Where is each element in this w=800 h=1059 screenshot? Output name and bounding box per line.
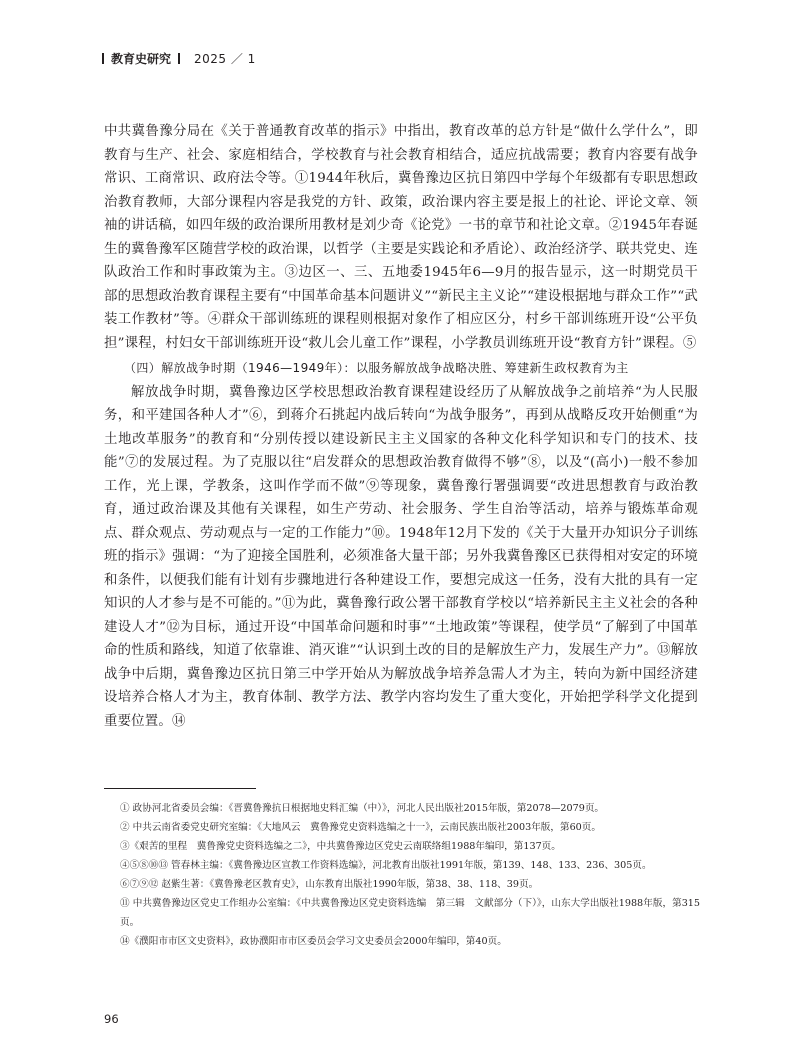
- footnote: ③《艰苦的里程 冀鲁豫党史资料选编之二》，中共冀鲁豫边区党史云南联络组1988年编印，第137页。: [120, 841, 561, 852]
- journal-title: 教育史研究: [111, 52, 172, 66]
- footnote: ① 政协河北省委员会编：《晋冀鲁豫抗日根据地史料汇编（中）》，河北人民出版社2015年版，第2078—2079页。: [120, 803, 605, 814]
- header-divider-bar: [102, 53, 104, 64]
- footnotes: [104, 799, 700, 951]
- footnote-divider: [104, 788, 256, 789]
- running-head: [102, 50, 256, 67]
- page-number: 96: [104, 1012, 119, 1026]
- footnote: ④⑤⑧⑩⑬ 管春林主编：《冀鲁豫边区宣教工作资料选编》，河北教育出版社1991年版，第139、148、133、236、305页。: [120, 860, 652, 871]
- footnote: ⑪ 中共冀鲁豫边区党史工作组办公室编：《中共冀鲁豫边区党史资料选编 第三辑 文献部分（下）》，山东大学出版社1988年版，第315页。: [120, 898, 700, 928]
- header-divider-bar: [178, 53, 180, 64]
- article-body: [104, 120, 698, 733]
- section-heading: （四）解放战争时期（1946—1949年）：以服务解放战争战略决胜、筹建新生政权教育为主: [124, 361, 629, 375]
- issue-number: 2025 ／ 1: [194, 52, 256, 66]
- footnote: ② 中共云南省委党史研究室编：《大地风云 冀鲁豫党史资料选编之十一》，云南民族出版社2003年版，第60页。: [120, 822, 601, 833]
- body-paragraph: 解放战争时期，冀鲁豫边区学校思想政治教育课程建设经历了从解放战争之前培养“为人民服务，和平建国各种人才”⑥，到蒋介石挑起内战后转向“为战争服务”，再到从战略反攻开始侧重“为土地改革服务”的教育和“分别传授以建设新民主主义国家的各种文化科学知识和专门的技术、技能”⑦的发展过程。为了克服以往“启发群众的思想政治教育做得不够”⑧，以及“(高小)一般不参加工作，光上课，学教条，这叫作学而不做”⑨等现象，冀鲁豫行署强调要“改进思想教育与政治教育，通过政治课及其他有关课程，如生产劳动、社会服务、学生自治等活动，培养与锻炼革命观点、群众观点、劳动观点与一定的工作能力”⑩。1948年12月下发的《关于大量开办知识分子训练班的指示》强调：“为了迎接全国胜利，必须准备大量干部；另外我冀鲁豫区已获得相对安定的环境和条件，以便我们能有计划有步骤地进行各种建设工作，要想完成这一任务，没有大批的具有一定知识的人才参与是不可能的。”⑪为此，冀鲁豫行政公署干部教育学校以“培养新民主主义社会的各种建设人才”⑫为目标，通过开设“中国革命问题和时事”“土地政策”等课程，使学员“了解到了中国革命的性质和路线，知道了依靠谁、消灭谁”“认识到土改的目的是解放生产力，发展生产力”。⑬解放战争中后期，冀鲁豫边区抗日第三中学开始从为解放战争培养急需人才为主，转向为新中国经济建设培养合格人才为主，教育体制、教学方法、教学内容均发生了重大变化，开始把学科学文化提到重要位置。⑭: [104, 384, 698, 729]
- body-paragraph: 中共冀鲁豫分局在《关于普通教育改革的指示》中指出，教育改革的总方针是“做什么学什么”，即教育与生产、社会、家庭相结合，学校教育与社会教育相结合，适应抗战需要；教育内容要有战争常识、工商常识、政府法令等。①1944年秋后，冀鲁豫边区抗日第四中学每个年级都有专职思想政治教育教师，大部分课程内容是我党的方针、政策，政治课内容主要是报上的社论、评论文章、领袖的讲话稿，如四年级的政治课所用教材是刘少奇《论党》一书的章节和社论文章。②1945年春诞生的冀鲁豫军区随营学校的政治课，以哲学（主要是实践论和矛盾论）、政治经济学、联共党史、连队政治工作和时事政策为主。③边区一、三、五地委1945年6—9月的报告显示，这一时期党员干部的思想政治教育课程主要有“中国革命基本问题讲义”“新民主主义论”“建设根据地与群众工作”“武装工作教材”等。④群众干部训练班的课程则根据对象作了相应区分，村乡干部训练班开设“公平负担”课程，村妇女干部训练班开设“救儿会儿童工作”课程，小学教员训练班开设“教育方针”课程。⑤: [104, 124, 698, 351]
- footnote: ⑭《濮阳市市区文史资料》，政协濮阳市市区委员会学习文史委员会2000年编印，第40页。: [120, 936, 507, 947]
- footnote: ⑥⑦⑨⑫ 赵紫生著：《冀鲁豫老区教育史》，山东教育出版社1990年版，第38、38、118、39页。: [120, 879, 539, 890]
